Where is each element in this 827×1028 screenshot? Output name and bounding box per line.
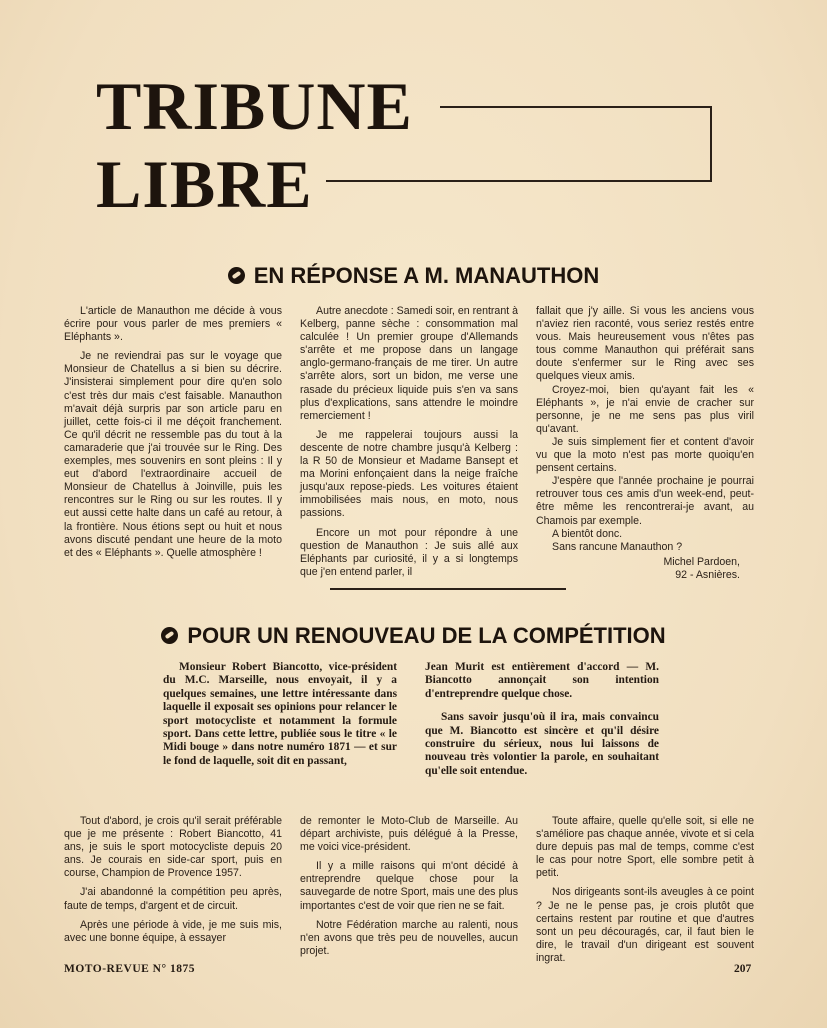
paragraph: L'article de Manauthon me décide à vous écrire pour vous parler de mes premiers « Eléphants ». (64, 305, 282, 344)
paragraph: Encore un mot pour répondre à une question de Manauthon : Je suis allé aux Eléphants par curiosité, il y a si longtemps que j'en entend parler, il (300, 526, 518, 578)
footer-page-number: 207 (734, 963, 752, 975)
signature-place: 92 - Asnières. (675, 568, 740, 581)
competition-intro-column-1 (163, 661, 397, 778)
paragraph: Toute affaire, quelle qu'elle soit, si elle ne s'améliore pas chaque année, vivote et si cela dure depuis pas mal de temps, comme c'est le cas pour notre Sport, elle sombre petit à petit. (536, 815, 754, 880)
paragraph: Nos dirigeants sont-ils aveugles à ce point ? Je ne le pense pas, je crois plutôt que certains restent par routine et que d'autres sont un peu découragés, car, il faut bien le dire, le travail d'un dirigeant est souvent ingrat. (536, 886, 754, 964)
paragraph: Tout d'abord, je crois qu'il serait préférable que je me présente : Robert Biancotto, 41 ans, je suis le sport motocycliste depuis 20 ans. Je courais en side-car sport, puis en course, Champion de Provence 1957. (64, 815, 282, 880)
section-heading-competition (0, 623, 827, 649)
paragraph: Notre Fédération marche au ralenti, nous n'en avons que très peu de nouvelles, aucun projet. (300, 918, 518, 957)
paragraph: A bientôt donc. (552, 527, 623, 540)
paragraph: de remonter le Moto-Club de Marseille. Au départ archiviste, puis délégué à la Presse, me voici vice-président. (300, 815, 518, 854)
paragraph: Après une période à vide, je me suis mis, avec une bonne équipe, à essayer (64, 918, 282, 944)
paragraph: J'espère que l'année prochaine je pourrai retrouver tous ces amis d'un week-end, peut-être même les rencontrerai-je avant, au Chamois par exemple. (536, 475, 754, 527)
paragraph: Il y a mille raisons qui m'ont décidé à entreprendre quelque chose pour la sauvegarde de notre Sport, mais une des plus importantes c'est de voir que rien ne se fait. (300, 860, 518, 912)
competition-column-3 (536, 815, 754, 971)
section-separator (330, 588, 566, 590)
paragraph: J'ai abandonné la compétition peu après, faute de temps, d'argent et de circuit. (64, 886, 282, 912)
moto-revue-bullet-icon (228, 267, 245, 284)
competition-column-2 (300, 815, 518, 964)
paragraph: Sans rancune Manauthon ? (552, 540, 683, 553)
signature-name: Michel Pardoen, (663, 555, 740, 568)
paragraph: Croyez-moi, bien qu'ayant fait les « Eléphants », je n'ai envie de cracher sur personne, je ne me sens pas plus viril qu'avant. (536, 383, 754, 435)
title-line-2: LIBRE (96, 146, 313, 222)
competition-column-1 (64, 815, 282, 951)
title-rule-bottom (326, 180, 712, 182)
paragraph: Sans savoir jusqu'où il ira, mais convaincu que M. Biancotto est sincère et qu'il désire construire du sérieux, nous lui laissons de nouveau très volontier la parole, en souhaitant qu'elle soit entendue. (425, 711, 659, 777)
reply-column-3 (536, 305, 754, 582)
footer-magazine-issue: MOTO-REVUE N° 1875 (64, 963, 195, 975)
section-heading-competition-text: POUR UN RENOUVEAU DE LA COMPÉTITION (187, 623, 666, 648)
paragraph: Je suis simplement fier et content d'avoir vu que la moto n'est pas morte quoiqu'en pensent certains. (536, 435, 754, 475)
paragraph: Autre anecdote : Samedi soir, en rentrant à Kelberg, panne sèche : consommation mal calculée ! Un premier groupe d'Allemands s'arrête et me propose dans un langage anglo-germano-français de me tirer. Un autre s'arrête alors, sort un bidon, me verse une rasade du précieux liquide puis s'en va sans plus d'explications, sans attendre le moindre remerciement ! (300, 305, 518, 422)
paragraph: Je me rappelerai toujours aussi la descente de notre chambre jusqu'à Kelberg : la R 50 de Monsieur et Madame Bansept et ma Morini enfonçaient dans la neige fraîche jusqu'aux repose-pieds. Les voitures étaient immobilisées mais nous, en moto, nous passions. (300, 428, 518, 520)
section-heading-reply-text: EN RÉPONSE A M. MANAUTHON (253, 263, 600, 288)
competition-intro-column-2 (425, 661, 659, 788)
reply-column-1 (64, 305, 282, 566)
title-rule-right (710, 106, 712, 182)
title-rule-top (440, 106, 712, 108)
title-line-1: TRIBUNE (96, 68, 413, 144)
paragraph: Monsieur Robert Biancotto, vice-président du M.C. Marseille, nous envoyait, il y a quelques semaines, une lettre intéressante dans laquelle il exposait ses opinions pour relancer le sport motocycliste et notamment la formule sport. Dans cette lettre, publiée sous le titre « le Midi bouge » dans notre numéro 1871 — et sur le fond de laquelle, soit dit en passant, (163, 661, 397, 767)
reply-column-2 (300, 305, 518, 585)
paragraph: Jean Murit est entièrement d'accord — M. Biancotto annonçait son intention d'entreprendre quelque chose. (425, 661, 659, 700)
moto-revue-bullet-icon (161, 627, 178, 644)
section-heading-reply (0, 263, 827, 289)
paragraph: fallait que j'y aille. Si vous les anciens vous n'aviez rien raconté, vous seriez restés entre vous. Mais heureusement vous n'êtes pas tous comme Manauthon qui préférait sans doute s'enfermer sur le Ring avec ses quelques vieux amis. (536, 305, 754, 383)
paragraph: Je ne reviendrai pas sur le voyage que Monsieur de Chatellus a si bien su décrire. J'insisterai simplement pour dire qu'en solo c'est très dur mais c'est faisable. Manauthon m'avait déjà surpris par son article paru en juillet, cette fois-ci il me déçoit franchement. Ce qu'il décrit ne ressemble pas du tout à la camaraderie que j'ai trouvée sur le Ring. Des exemples, mes souvenirs en sont pleins : Il y eut d'abord l'extraordinaire accueil de Monsieur de Chatellus à Joinville, puis les rencontres sur le Ring ou sur les routes. Il y eut aussi cette halte dans un café au retour, à la frontière. Nous étions sept ou huit et nous avons discuté pendant une heure de la moto et des « Eléphants ». Quelle atmosphère ! (64, 350, 282, 559)
